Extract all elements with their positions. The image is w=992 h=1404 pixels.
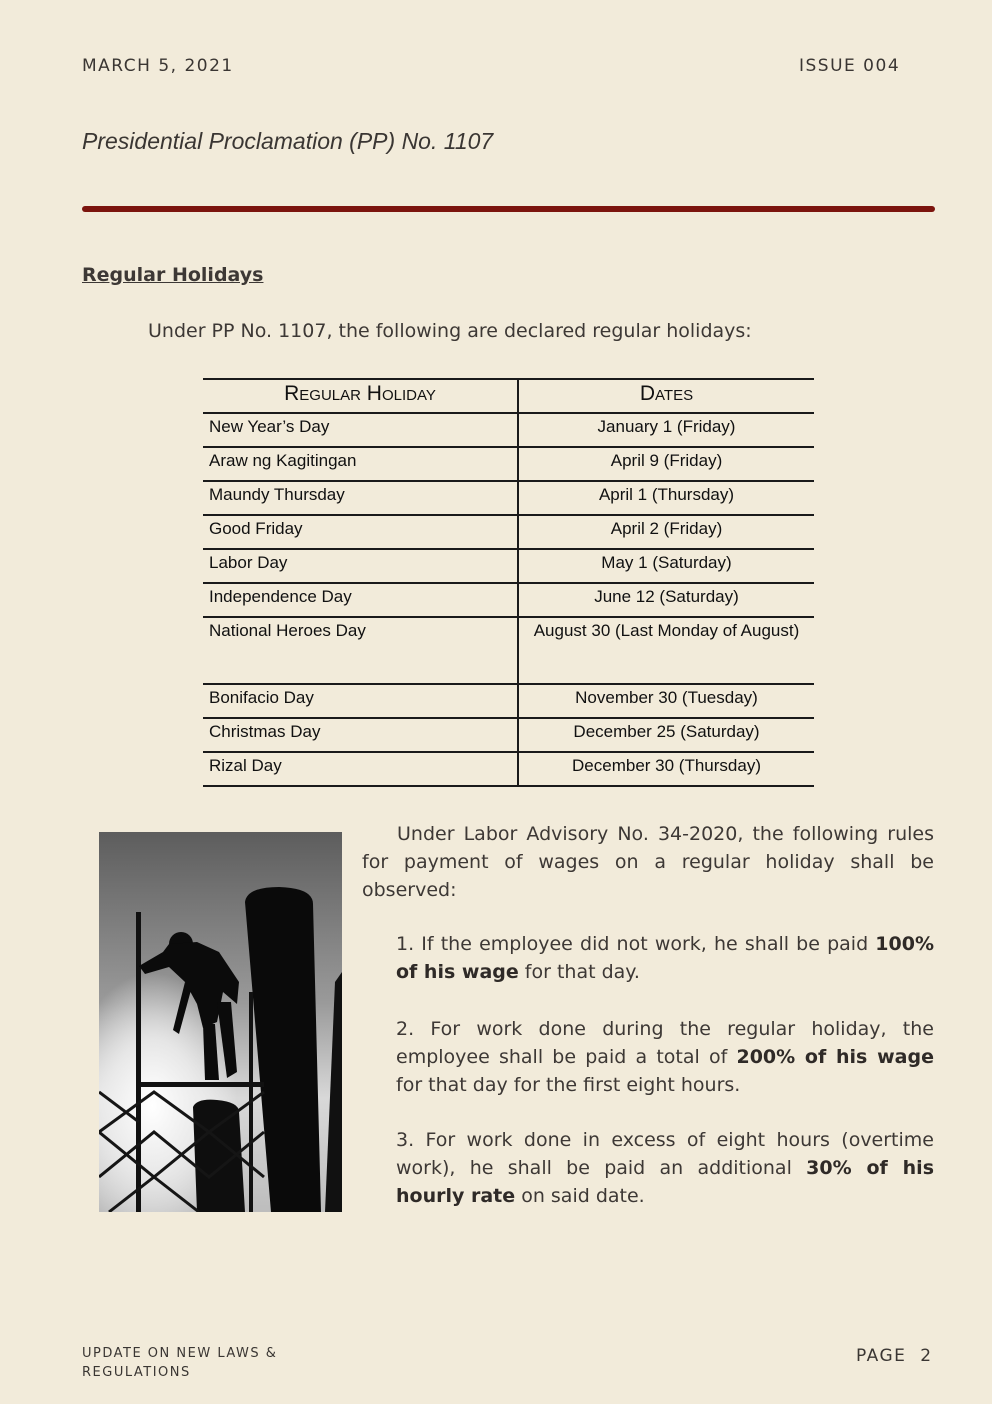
holiday-name: Christmas Day bbox=[203, 718, 518, 752]
rule-emphasis: 100% of his wage bbox=[396, 933, 934, 983]
holiday-name: Araw ng Kagitingan bbox=[203, 447, 518, 481]
holiday-date: August 30 (Last Monday of August) bbox=[518, 617, 814, 684]
rule-text: for that day. bbox=[518, 961, 640, 983]
holiday-date: April 2 (Friday) bbox=[518, 515, 814, 549]
holiday-name: National Heroes Day bbox=[203, 617, 518, 684]
table-row bbox=[203, 413, 814, 447]
holiday-date: June 12 (Saturday) bbox=[518, 583, 814, 617]
table-row bbox=[203, 583, 814, 617]
holiday-date: April 9 (Friday) bbox=[518, 447, 814, 481]
rule-text: 1. If the employee did not work, he shall be paid bbox=[396, 933, 876, 955]
rule-text: 2. For work done during the regular holiday, the employee shall be paid a total of bbox=[396, 1018, 934, 1068]
footer-line: REGULATIONS bbox=[82, 1365, 191, 1380]
wage-rule-2 bbox=[396, 1015, 934, 1099]
title-divider bbox=[82, 206, 935, 212]
rule-emphasis: 200% of his wage bbox=[736, 1046, 934, 1068]
column-header-dates: Dates bbox=[518, 379, 814, 413]
holiday-date: December 30 (Thursday) bbox=[518, 752, 814, 786]
table-row bbox=[203, 549, 814, 583]
table-row bbox=[203, 718, 814, 752]
holiday-date: April 1 (Thursday) bbox=[518, 481, 814, 515]
table-row bbox=[203, 481, 814, 515]
wage-rule-1 bbox=[396, 930, 934, 986]
holidays-table bbox=[203, 378, 814, 787]
rule-emphasis: 30% of his hourly rate bbox=[396, 1157, 935, 1207]
holiday-date: November 30 (Tuesday) bbox=[518, 684, 814, 718]
holiday-date: January 1 (Friday) bbox=[518, 413, 814, 447]
holiday-name: Labor Day bbox=[203, 549, 518, 583]
holiday-name: Rizal Day bbox=[203, 752, 518, 786]
section-heading: Regular Holidays bbox=[82, 264, 264, 286]
holiday-date: May 1 (Saturday) bbox=[518, 549, 814, 583]
advisory-text: Under Labor Advisory No. 34-2020, the following rules for payment of wages on a regular holiday shall be observed: bbox=[362, 823, 934, 901]
rule-text: 3. For work done in excess of eight hours (overtime work), he shall be paid an additional bbox=[396, 1129, 934, 1179]
holiday-name: Independence Day bbox=[203, 583, 518, 617]
page-number: PAGE 2 bbox=[856, 1346, 933, 1366]
holiday-name: New Year’s Day bbox=[203, 413, 518, 447]
holiday-name: Good Friday bbox=[203, 515, 518, 549]
issue-number: ISSUE 004 bbox=[799, 56, 901, 76]
worker-silhouette-photo bbox=[99, 832, 342, 1212]
rule-text: on said date. bbox=[515, 1185, 645, 1207]
wage-rule-3 bbox=[396, 1126, 934, 1210]
holiday-date: December 25 (Saturday) bbox=[518, 718, 814, 752]
table-row bbox=[203, 752, 814, 786]
table-row bbox=[203, 515, 814, 549]
table-row bbox=[203, 684, 814, 718]
footer-line: UPDATE ON NEW LAWS & bbox=[82, 1346, 278, 1361]
column-header-holiday: Regular Holiday bbox=[203, 379, 518, 413]
holiday-name: Bonifacio Day bbox=[203, 684, 518, 718]
page-title: Presidential Proclamation (PP) No. 1107 bbox=[82, 128, 494, 154]
issue-date: MARCH 5, 2021 bbox=[82, 56, 234, 76]
advisory-paragraph bbox=[362, 820, 934, 904]
intro-text: Under PP No. 1107, the following are declared regular holidays: bbox=[148, 320, 752, 342]
table-row bbox=[203, 617, 814, 684]
rule-text: for that day for the first eight hours. bbox=[396, 1074, 741, 1096]
holiday-name: Maundy Thursday bbox=[203, 481, 518, 515]
table-row bbox=[203, 447, 814, 481]
footer-publication bbox=[82, 1344, 277, 1382]
table-header-row bbox=[203, 379, 814, 413]
